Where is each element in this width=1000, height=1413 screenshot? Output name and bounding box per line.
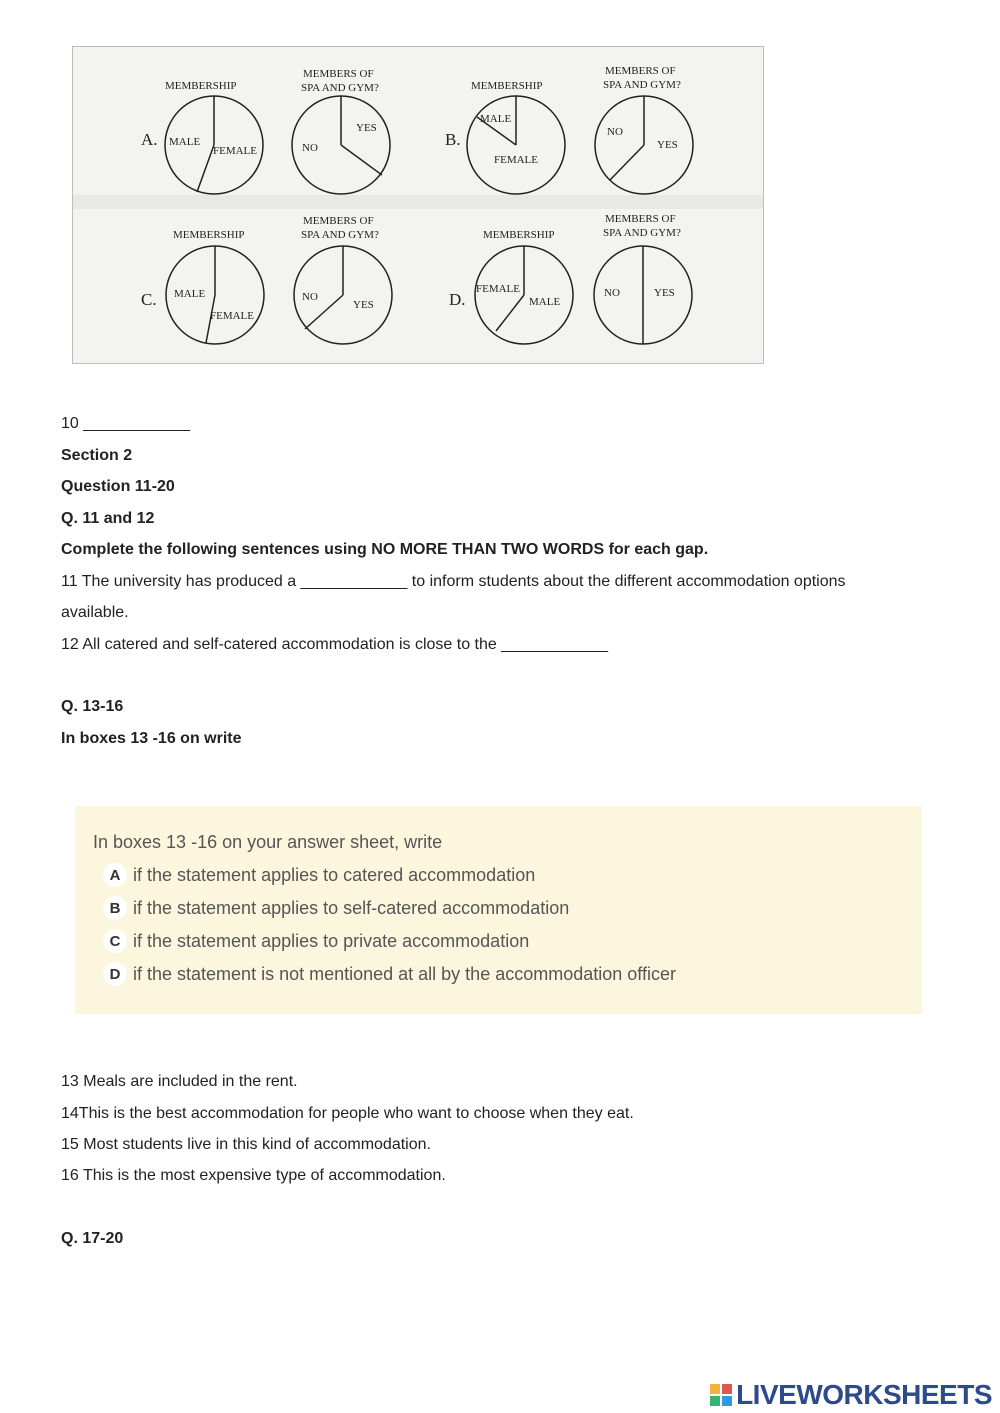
statement-14: 14This is the best accommodation for people who want to choose when they eat. xyxy=(61,1105,634,1122)
pie-b-yes-label: YES xyxy=(657,139,678,151)
answer-key-box xyxy=(75,806,922,1014)
members-header-c-line2: SPA AND GYM? xyxy=(301,229,379,241)
statement-15: 15 Most students live in this kind of accommodation. xyxy=(61,1136,431,1153)
pie-c-female-label: FEMALE xyxy=(210,310,254,322)
pie-a-membership xyxy=(165,96,263,194)
pie-a-yes-label: YES xyxy=(356,122,377,134)
statement-13: 13 Meals are included in the rent. xyxy=(61,1073,298,1090)
pie-c-no-label: NO xyxy=(302,291,318,303)
answer-key-intro: In boxes 13 -16 on your answer sheet, write xyxy=(93,832,443,852)
pie-b-male-label: MALE xyxy=(480,113,512,125)
pie-d-female-label: FEMALE xyxy=(476,283,520,295)
pie-c-yes-label: YES xyxy=(353,299,374,311)
pie-b-spa xyxy=(595,96,693,194)
section-heading: Section 2 xyxy=(61,447,133,464)
option-c-letter: C. xyxy=(141,290,157,309)
statement-16: 16 This is the most expensive type of accommodation. xyxy=(61,1167,446,1184)
logo-square-2 xyxy=(722,1384,732,1394)
answer-option-c xyxy=(103,926,529,956)
pie-d-yes-label: YES xyxy=(654,287,675,299)
option-text-c: if the statement applies to private accommodation xyxy=(133,930,530,951)
pie-b-membership xyxy=(467,96,565,194)
q13-16-heading: Q. 13-16 xyxy=(61,698,124,715)
option-d-letter: D. xyxy=(449,290,466,309)
question-range: Question 11-20 xyxy=(61,478,175,495)
pie-a-male-label: MALE xyxy=(169,136,201,148)
logo-square-3 xyxy=(710,1396,720,1406)
option-letter-c: C xyxy=(103,929,127,953)
members-header-a-line1: MEMBERS OF xyxy=(303,68,374,80)
liveworksheets-logo-text: LIVEWORKSHEETS xyxy=(736,1379,992,1410)
pie-c-male-label: MALE xyxy=(174,288,206,300)
pie-a-no-label: NO xyxy=(302,142,318,154)
pie-c-spa xyxy=(294,246,392,344)
membership-header-c: MEMBERSHIP xyxy=(173,229,245,241)
pie-d-membership xyxy=(475,246,573,344)
members-header-d-line2: SPA AND GYM? xyxy=(603,227,681,239)
question-12: 12 All catered and self-catered accommodation is close to the ____________ xyxy=(61,636,609,653)
option-letter-a: A xyxy=(103,863,127,887)
pie-b-no-label: NO xyxy=(607,126,623,138)
pie-c-membership xyxy=(166,246,264,344)
liveworksheets-logo-icon xyxy=(710,1384,732,1406)
pie-a-female-label: FEMALE xyxy=(213,145,257,157)
pie-b-female-label: FEMALE xyxy=(494,154,538,166)
logo-square-1 xyxy=(710,1384,720,1394)
membership-header-b: MEMBERSHIP xyxy=(471,80,543,92)
pie-a-spa xyxy=(292,96,390,194)
option-letter-d: D xyxy=(103,962,127,986)
question-11-line1: 11 The university has produced a ____________ to inform students about the different accommodation options xyxy=(61,573,846,590)
members-header-a-line2: SPA AND GYM? xyxy=(301,82,379,94)
answer-option-b xyxy=(103,893,569,923)
pie-d-male-label: MALE xyxy=(529,296,561,308)
q13-16-instruction: In boxes 13 -16 on write xyxy=(61,730,242,747)
option-text-b: if the statement applies to self-catered accommodation xyxy=(133,897,570,918)
answer-option-d xyxy=(103,959,676,989)
question-10-blank: 10 ____________ xyxy=(61,415,191,432)
members-header-d-line1: MEMBERS OF xyxy=(605,213,676,225)
members-header-c-line1: MEMBERS OF xyxy=(303,215,374,227)
option-a-letter: A. xyxy=(141,130,158,149)
option-text-d: if the statement is not mentioned at all by the accommodation officer xyxy=(133,963,676,984)
liveworksheets-logo xyxy=(710,1378,992,1412)
option-letter-b: B xyxy=(103,896,127,920)
members-header-b-line1: MEMBERS OF xyxy=(605,65,676,77)
q11-12-heading: Q. 11 and 12 xyxy=(61,510,155,527)
membership-header-d: MEMBERSHIP xyxy=(483,229,555,241)
pie-chart-svg xyxy=(73,47,763,363)
answer-option-a xyxy=(103,860,535,890)
members-header-b-line2: SPA AND GYM? xyxy=(603,79,681,91)
pie-chart-figure xyxy=(72,46,764,364)
logo-square-4 xyxy=(722,1396,732,1406)
scan-noise-band xyxy=(73,195,763,209)
q11-12-instruction: Complete the following sentences using NO MORE THAN TWO WORDS for each gap. xyxy=(61,541,709,558)
pie-d-spa xyxy=(594,246,692,344)
option-b-letter: B. xyxy=(445,130,461,149)
option-text-a: if the statement applies to catered accommodation xyxy=(133,864,536,885)
question-11-line2: available. xyxy=(61,604,129,621)
pie-d-no-label: NO xyxy=(604,287,620,299)
membership-header-a: MEMBERSHIP xyxy=(165,80,237,92)
q17-20-heading: Q. 17-20 xyxy=(61,1230,124,1247)
